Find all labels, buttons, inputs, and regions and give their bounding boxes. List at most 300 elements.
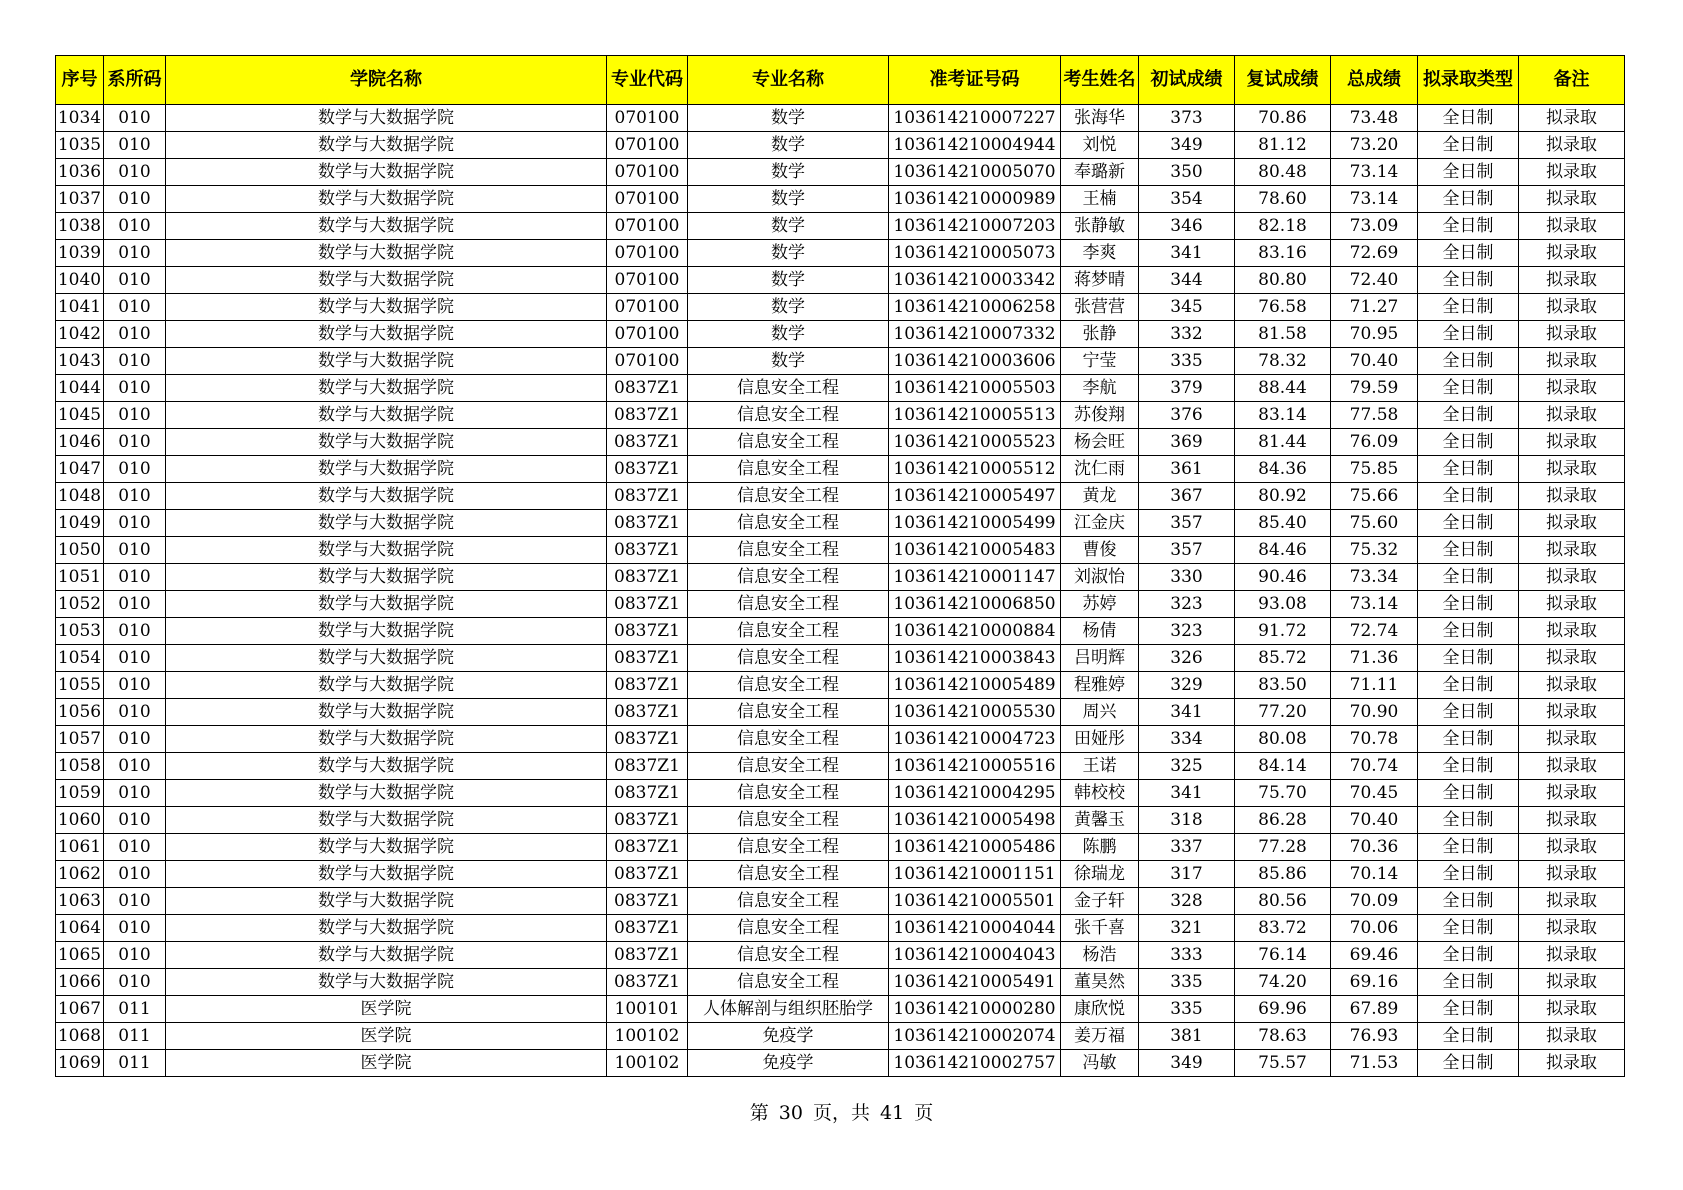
table-row — [56, 132, 1625, 159]
table-row — [56, 726, 1625, 753]
cell-exam-id: 103614210006258 — [889, 294, 1061, 321]
table-row — [56, 753, 1625, 780]
cell-name: 苏俊翔 — [1061, 402, 1139, 429]
cell-dept-code: 010 — [104, 780, 166, 807]
cell-retest-score: 70.86 — [1235, 105, 1331, 132]
cell-college: 医学院 — [166, 1050, 607, 1077]
cell-college: 数学与大数据学院 — [166, 105, 607, 132]
cell-dept-code: 010 — [104, 159, 166, 186]
cell-remark: 拟录取 — [1519, 375, 1625, 402]
table-row — [56, 240, 1625, 267]
cell-college: 数学与大数据学院 — [166, 888, 607, 915]
cell-major-name: 信息安全工程 — [688, 834, 889, 861]
table-row — [56, 186, 1625, 213]
cell-admission-type: 全日制 — [1418, 591, 1519, 618]
cell-initial-score: 341 — [1139, 699, 1235, 726]
cell-remark: 拟录取 — [1519, 564, 1625, 591]
cell-exam-id: 103614210003606 — [889, 348, 1061, 375]
table-row — [56, 375, 1625, 402]
table-row — [56, 861, 1625, 888]
cell-total-score: 70.36 — [1331, 834, 1418, 861]
cell-initial-score: 345 — [1139, 294, 1235, 321]
cell-name: 董昊然 — [1061, 969, 1139, 996]
cell-name: 张营营 — [1061, 294, 1139, 321]
cell-major-code: 100102 — [607, 1023, 688, 1050]
cell-total-score: 71.36 — [1331, 645, 1418, 672]
cell-admission-type: 全日制 — [1418, 375, 1519, 402]
cell-seq: 1058 — [56, 753, 104, 780]
cell-name: 周兴 — [1061, 699, 1139, 726]
cell-total-score: 67.89 — [1331, 996, 1418, 1023]
cell-initial-score: 369 — [1139, 429, 1235, 456]
cell-seq: 1057 — [56, 726, 104, 753]
cell-retest-score: 84.14 — [1235, 753, 1331, 780]
cell-major-name: 信息安全工程 — [688, 564, 889, 591]
cell-college: 数学与大数据学院 — [166, 456, 607, 483]
cell-college: 数学与大数据学院 — [166, 699, 607, 726]
cell-major-name: 信息安全工程 — [688, 510, 889, 537]
header-name: 考生姓名 — [1061, 56, 1139, 105]
cell-seq: 1038 — [56, 213, 104, 240]
cell-major-code: 070100 — [607, 240, 688, 267]
cell-admission-type: 全日制 — [1418, 294, 1519, 321]
cell-exam-id: 103614210005483 — [889, 537, 1061, 564]
cell-initial-score: 346 — [1139, 213, 1235, 240]
cell-remark: 拟录取 — [1519, 159, 1625, 186]
cell-seq: 1047 — [56, 456, 104, 483]
cell-college: 数学与大数据学院 — [166, 321, 607, 348]
cell-seq: 1069 — [56, 1050, 104, 1077]
table-row — [56, 213, 1625, 240]
cell-exam-id: 103614210005498 — [889, 807, 1061, 834]
cell-remark: 拟录取 — [1519, 402, 1625, 429]
cell-major-name: 信息安全工程 — [688, 780, 889, 807]
cell-exam-id: 103614210004723 — [889, 726, 1061, 753]
cell-initial-score: 357 — [1139, 510, 1235, 537]
cell-exam-id: 103614210004043 — [889, 942, 1061, 969]
table-row — [56, 429, 1625, 456]
cell-initial-score: 325 — [1139, 753, 1235, 780]
cell-name: 杨倩 — [1061, 618, 1139, 645]
table-row — [56, 672, 1625, 699]
cell-remark: 拟录取 — [1519, 213, 1625, 240]
cell-name: 康欣悦 — [1061, 996, 1139, 1023]
cell-admission-type: 全日制 — [1418, 456, 1519, 483]
cell-total-score: 70.40 — [1331, 807, 1418, 834]
cell-total-score: 69.16 — [1331, 969, 1418, 996]
table-row — [56, 267, 1625, 294]
cell-total-score: 70.90 — [1331, 699, 1418, 726]
cell-admission-type: 全日制 — [1418, 915, 1519, 942]
table-row — [56, 348, 1625, 375]
cell-remark: 拟录取 — [1519, 186, 1625, 213]
cell-major-name: 数学 — [688, 105, 889, 132]
table-row — [56, 699, 1625, 726]
cell-name: 张静 — [1061, 321, 1139, 348]
cell-exam-id: 103614210005501 — [889, 888, 1061, 915]
cell-retest-score: 83.50 — [1235, 672, 1331, 699]
cell-dept-code: 010 — [104, 483, 166, 510]
cell-dept-code: 010 — [104, 699, 166, 726]
cell-college: 数学与大数据学院 — [166, 564, 607, 591]
cell-total-score: 79.59 — [1331, 375, 1418, 402]
table-row — [56, 942, 1625, 969]
cell-initial-score: 328 — [1139, 888, 1235, 915]
table-row — [56, 618, 1625, 645]
cell-major-code: 0837Z1 — [607, 699, 688, 726]
cell-seq: 1040 — [56, 267, 104, 294]
cell-major-code: 070100 — [607, 159, 688, 186]
table-row — [56, 645, 1625, 672]
cell-total-score: 69.46 — [1331, 942, 1418, 969]
cell-admission-type: 全日制 — [1418, 429, 1519, 456]
cell-seq: 1059 — [56, 780, 104, 807]
cell-retest-score: 85.86 — [1235, 861, 1331, 888]
cell-major-code: 0837Z1 — [607, 861, 688, 888]
cell-total-score: 71.53 — [1331, 1050, 1418, 1077]
cell-admission-type: 全日制 — [1418, 483, 1519, 510]
cell-dept-code: 010 — [104, 105, 166, 132]
cell-initial-score: 318 — [1139, 807, 1235, 834]
cell-exam-id: 103614210007227 — [889, 105, 1061, 132]
cell-major-code: 070100 — [607, 321, 688, 348]
cell-initial-score: 379 — [1139, 375, 1235, 402]
cell-college: 数学与大数据学院 — [166, 969, 607, 996]
table-row — [56, 321, 1625, 348]
cell-exam-id: 103614210005512 — [889, 456, 1061, 483]
cell-name: 陈鹏 — [1061, 834, 1139, 861]
header-dept-code: 系所码 — [104, 56, 166, 105]
cell-total-score: 76.93 — [1331, 1023, 1418, 1050]
cell-retest-score: 81.12 — [1235, 132, 1331, 159]
cell-initial-score: 332 — [1139, 321, 1235, 348]
cell-major-code: 070100 — [607, 348, 688, 375]
cell-seq: 1041 — [56, 294, 104, 321]
cell-name: 王楠 — [1061, 186, 1139, 213]
cell-exam-id: 103614210002757 — [889, 1050, 1061, 1077]
cell-dept-code: 010 — [104, 186, 166, 213]
cell-major-code: 070100 — [607, 105, 688, 132]
cell-name: 李爽 — [1061, 240, 1139, 267]
cell-name: 曹俊 — [1061, 537, 1139, 564]
cell-college: 数学与大数据学院 — [166, 753, 607, 780]
cell-major-code: 070100 — [607, 132, 688, 159]
cell-seq: 1046 — [56, 429, 104, 456]
cell-major-code: 100102 — [607, 1050, 688, 1077]
cell-college: 数学与大数据学院 — [166, 537, 607, 564]
cell-admission-type: 全日制 — [1418, 861, 1519, 888]
cell-retest-score: 76.14 — [1235, 942, 1331, 969]
cell-name: 沈仁雨 — [1061, 456, 1139, 483]
cell-remark: 拟录取 — [1519, 591, 1625, 618]
cell-major-name: 免疫学 — [688, 1050, 889, 1077]
cell-exam-id: 103614210005530 — [889, 699, 1061, 726]
cell-admission-type: 全日制 — [1418, 726, 1519, 753]
cell-exam-id: 103614210005513 — [889, 402, 1061, 429]
cell-seq: 1061 — [56, 834, 104, 861]
header-row — [56, 56, 1625, 105]
cell-admission-type: 全日制 — [1418, 699, 1519, 726]
cell-admission-type: 全日制 — [1418, 753, 1519, 780]
cell-college: 数学与大数据学院 — [166, 267, 607, 294]
cell-major-name: 数学 — [688, 240, 889, 267]
cell-name: 杨浩 — [1061, 942, 1139, 969]
cell-total-score: 70.45 — [1331, 780, 1418, 807]
cell-remark: 拟录取 — [1519, 456, 1625, 483]
cell-name: 冯敏 — [1061, 1050, 1139, 1077]
header-retest-score: 复试成绩 — [1235, 56, 1331, 105]
cell-major-code: 0837Z1 — [607, 591, 688, 618]
cell-dept-code: 010 — [104, 537, 166, 564]
cell-major-name: 信息安全工程 — [688, 726, 889, 753]
table-row — [56, 591, 1625, 618]
cell-initial-score: 337 — [1139, 834, 1235, 861]
cell-initial-score: 334 — [1139, 726, 1235, 753]
cell-college: 数学与大数据学院 — [166, 132, 607, 159]
cell-major-name: 信息安全工程 — [688, 402, 889, 429]
cell-major-name: 信息安全工程 — [688, 753, 889, 780]
table-row — [56, 807, 1625, 834]
table-row — [56, 159, 1625, 186]
cell-college: 数学与大数据学院 — [166, 375, 607, 402]
cell-name: 金子轩 — [1061, 888, 1139, 915]
cell-initial-score: 323 — [1139, 618, 1235, 645]
cell-major-name: 信息安全工程 — [688, 861, 889, 888]
cell-initial-score: 321 — [1139, 915, 1235, 942]
cell-total-score: 70.95 — [1331, 321, 1418, 348]
cell-dept-code: 011 — [104, 996, 166, 1023]
cell-dept-code: 010 — [104, 375, 166, 402]
cell-dept-code: 010 — [104, 348, 166, 375]
cell-name: 韩校校 — [1061, 780, 1139, 807]
cell-college: 数学与大数据学院 — [166, 429, 607, 456]
cell-remark: 拟录取 — [1519, 510, 1625, 537]
cell-total-score: 72.40 — [1331, 267, 1418, 294]
cell-major-code: 0837Z1 — [607, 537, 688, 564]
cell-dept-code: 010 — [104, 132, 166, 159]
cell-initial-score: 335 — [1139, 969, 1235, 996]
cell-admission-type: 全日制 — [1418, 240, 1519, 267]
cell-major-name: 信息安全工程 — [688, 672, 889, 699]
cell-admission-type: 全日制 — [1418, 348, 1519, 375]
cell-name: 苏婷 — [1061, 591, 1139, 618]
cell-retest-score: 88.44 — [1235, 375, 1331, 402]
table-row — [56, 888, 1625, 915]
cell-remark: 拟录取 — [1519, 429, 1625, 456]
footer-suffix: 页 — [914, 1102, 934, 1124]
cell-initial-score: 350 — [1139, 159, 1235, 186]
cell-total-score: 70.14 — [1331, 861, 1418, 888]
cell-exam-id: 103614210004944 — [889, 132, 1061, 159]
cell-exam-id: 103614210004044 — [889, 915, 1061, 942]
cell-major-code: 0837Z1 — [607, 969, 688, 996]
table-row — [56, 402, 1625, 429]
table-row — [56, 456, 1625, 483]
cell-major-code: 070100 — [607, 267, 688, 294]
cell-remark: 拟录取 — [1519, 969, 1625, 996]
cell-retest-score: 84.46 — [1235, 537, 1331, 564]
cell-remark: 拟录取 — [1519, 699, 1625, 726]
cell-remark: 拟录取 — [1519, 942, 1625, 969]
cell-retest-score: 80.08 — [1235, 726, 1331, 753]
cell-remark: 拟录取 — [1519, 888, 1625, 915]
cell-seq: 1055 — [56, 672, 104, 699]
cell-retest-score: 91.72 — [1235, 618, 1331, 645]
cell-exam-id: 103614210002074 — [889, 1023, 1061, 1050]
cell-college: 数学与大数据学院 — [166, 834, 607, 861]
cell-remark: 拟录取 — [1519, 996, 1625, 1023]
cell-remark: 拟录取 — [1519, 132, 1625, 159]
cell-exam-id: 103614210005491 — [889, 969, 1061, 996]
cell-exam-id: 103614210000884 — [889, 618, 1061, 645]
cell-exam-id: 103614210005073 — [889, 240, 1061, 267]
cell-college: 数学与大数据学院 — [166, 159, 607, 186]
cell-exam-id: 103614210000280 — [889, 996, 1061, 1023]
cell-exam-id: 103614210005523 — [889, 429, 1061, 456]
cell-dept-code: 010 — [104, 213, 166, 240]
cell-major-code: 100101 — [607, 996, 688, 1023]
cell-remark: 拟录取 — [1519, 915, 1625, 942]
cell-total-score: 70.40 — [1331, 348, 1418, 375]
cell-exam-id: 103614210005486 — [889, 834, 1061, 861]
cell-initial-score: 349 — [1139, 1050, 1235, 1077]
cell-college: 数学与大数据学院 — [166, 294, 607, 321]
cell-major-code: 0837Z1 — [607, 429, 688, 456]
footer-mid: 页，共 — [812, 1102, 870, 1124]
cell-dept-code: 010 — [104, 915, 166, 942]
cell-name: 江金庆 — [1061, 510, 1139, 537]
cell-total-score: 71.27 — [1331, 294, 1418, 321]
cell-total-score: 73.34 — [1331, 564, 1418, 591]
cell-admission-type: 全日制 — [1418, 888, 1519, 915]
cell-college: 医学院 — [166, 1023, 607, 1050]
cell-remark: 拟录取 — [1519, 753, 1625, 780]
cell-name: 刘淑怡 — [1061, 564, 1139, 591]
cell-major-code: 0837Z1 — [607, 780, 688, 807]
cell-seq: 1050 — [56, 537, 104, 564]
cell-retest-score: 80.92 — [1235, 483, 1331, 510]
cell-retest-score: 80.56 — [1235, 888, 1331, 915]
cell-remark: 拟录取 — [1519, 1050, 1625, 1077]
cell-initial-score: 329 — [1139, 672, 1235, 699]
cell-total-score: 70.74 — [1331, 753, 1418, 780]
cell-exam-id: 103614210005497 — [889, 483, 1061, 510]
cell-initial-score: 333 — [1139, 942, 1235, 969]
cell-total-score: 70.09 — [1331, 888, 1418, 915]
cell-major-name: 信息安全工程 — [688, 537, 889, 564]
cell-initial-score: 376 — [1139, 402, 1235, 429]
footer-total-pages: 41 — [880, 1102, 905, 1124]
cell-initial-score: 361 — [1139, 456, 1235, 483]
cell-major-code: 0837Z1 — [607, 564, 688, 591]
cell-admission-type: 全日制 — [1418, 1023, 1519, 1050]
cell-major-code: 0837Z1 — [607, 510, 688, 537]
cell-admission-type: 全日制 — [1418, 510, 1519, 537]
cell-total-score: 73.14 — [1331, 591, 1418, 618]
cell-name: 宁莹 — [1061, 348, 1139, 375]
cell-seq: 1037 — [56, 186, 104, 213]
cell-retest-score: 74.20 — [1235, 969, 1331, 996]
cell-college: 数学与大数据学院 — [166, 618, 607, 645]
cell-admission-type: 全日制 — [1418, 267, 1519, 294]
cell-major-code: 0837Z1 — [607, 645, 688, 672]
cell-name: 李航 — [1061, 375, 1139, 402]
cell-major-name: 数学 — [688, 294, 889, 321]
cell-admission-type: 全日制 — [1418, 672, 1519, 699]
cell-admission-type: 全日制 — [1418, 996, 1519, 1023]
cell-major-code: 0837Z1 — [607, 807, 688, 834]
cell-retest-score: 75.70 — [1235, 780, 1331, 807]
cell-retest-score: 81.44 — [1235, 429, 1331, 456]
cell-retest-score: 78.32 — [1235, 348, 1331, 375]
cell-admission-type: 全日制 — [1418, 402, 1519, 429]
cell-major-name: 信息安全工程 — [688, 807, 889, 834]
cell-total-score: 72.69 — [1331, 240, 1418, 267]
cell-college: 数学与大数据学院 — [166, 942, 607, 969]
cell-seq: 1043 — [56, 348, 104, 375]
cell-dept-code: 010 — [104, 591, 166, 618]
cell-admission-type: 全日制 — [1418, 969, 1519, 996]
cell-major-code: 070100 — [607, 213, 688, 240]
cell-total-score: 76.09 — [1331, 429, 1418, 456]
cell-initial-score: 335 — [1139, 996, 1235, 1023]
cell-retest-score: 77.28 — [1235, 834, 1331, 861]
cell-seq: 1039 — [56, 240, 104, 267]
cell-total-score: 73.09 — [1331, 213, 1418, 240]
table-row — [56, 834, 1625, 861]
cell-exam-id: 103614210007203 — [889, 213, 1061, 240]
cell-total-score: 75.60 — [1331, 510, 1418, 537]
cell-initial-score: 367 — [1139, 483, 1235, 510]
cell-college: 数学与大数据学院 — [166, 780, 607, 807]
cell-college: 数学与大数据学院 — [166, 348, 607, 375]
cell-major-code: 0837Z1 — [607, 618, 688, 645]
cell-exam-id: 103614210005516 — [889, 753, 1061, 780]
cell-seq: 1065 — [56, 942, 104, 969]
cell-dept-code: 010 — [104, 807, 166, 834]
cell-major-name: 免疫学 — [688, 1023, 889, 1050]
cell-total-score: 73.48 — [1331, 105, 1418, 132]
cell-seq: 1060 — [56, 807, 104, 834]
cell-college: 数学与大数据学院 — [166, 726, 607, 753]
cell-retest-score: 75.57 — [1235, 1050, 1331, 1077]
cell-initial-score: 354 — [1139, 186, 1235, 213]
cell-dept-code: 010 — [104, 618, 166, 645]
table-body — [56, 105, 1625, 1077]
cell-college: 数学与大数据学院 — [166, 213, 607, 240]
cell-major-name: 人体解剖与组织胚胎学 — [688, 996, 889, 1023]
cell-name: 刘悦 — [1061, 132, 1139, 159]
cell-remark: 拟录取 — [1519, 618, 1625, 645]
cell-exam-id: 103614210005070 — [889, 159, 1061, 186]
cell-name: 姜万福 — [1061, 1023, 1139, 1050]
cell-dept-code: 010 — [104, 402, 166, 429]
cell-seq: 1034 — [56, 105, 104, 132]
cell-total-score: 77.58 — [1331, 402, 1418, 429]
cell-college: 数学与大数据学院 — [166, 807, 607, 834]
cell-admission-type: 全日制 — [1418, 159, 1519, 186]
cell-exam-id: 103614210001151 — [889, 861, 1061, 888]
cell-dept-code: 010 — [104, 267, 166, 294]
table-row — [56, 510, 1625, 537]
cell-seq: 1045 — [56, 402, 104, 429]
cell-admission-type: 全日制 — [1418, 780, 1519, 807]
cell-initial-score: 349 — [1139, 132, 1235, 159]
header-remark: 备注 — [1519, 56, 1625, 105]
cell-remark: 拟录取 — [1519, 834, 1625, 861]
cell-college: 数学与大数据学院 — [166, 915, 607, 942]
cell-admission-type: 全日制 — [1418, 132, 1519, 159]
